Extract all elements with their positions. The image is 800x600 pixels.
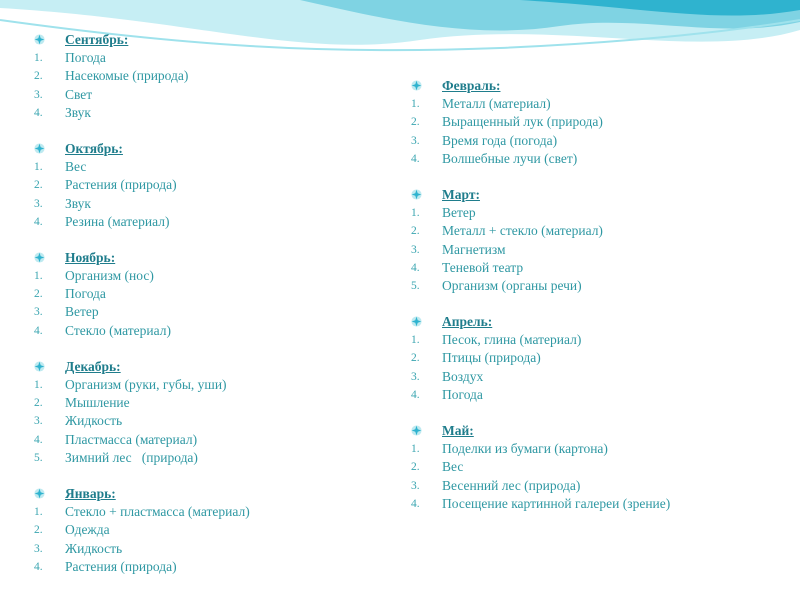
item-number: 1. [411, 334, 420, 347]
topic-list-item [34, 67, 394, 85]
topic-list-item [411, 458, 791, 476]
topic-list-item [411, 259, 791, 277]
item-number: 3. [411, 479, 420, 492]
topic-list-item [411, 477, 791, 495]
month-heading [34, 358, 394, 376]
topic-list-item [411, 241, 791, 259]
topic-text: Одежда [65, 522, 110, 538]
topic-text: Вес [442, 459, 464, 475]
item-number: 5. [34, 451, 43, 464]
item-number: 4. [411, 388, 420, 401]
topic-list-item [34, 285, 394, 303]
month-section [34, 249, 394, 340]
topic-list-item [411, 113, 791, 131]
topic-text: Металл + стекло (материал) [442, 223, 603, 239]
right-column [411, 77, 791, 531]
month-heading-text: Сентябрь: [65, 32, 129, 47]
item-number: 1. [34, 379, 43, 391]
topic-text: Поделки из бумаги (картона) [442, 441, 608, 457]
item-number: 1. [411, 443, 420, 456]
topic-text: Вес [65, 159, 87, 175]
month-heading-text: Апрель: [442, 314, 493, 330]
topic-list-item [34, 267, 394, 285]
topic-list-item [411, 132, 791, 150]
item-number: 4. [34, 215, 43, 228]
topic-text: Стекло (материал) [65, 322, 171, 338]
topic-text: Металл (материал) [442, 96, 551, 112]
month-section [34, 140, 394, 231]
topic-text: Свет [65, 86, 93, 102]
topic-text: Организм (органы речи) [442, 277, 582, 293]
topic-text: Магнетизм [442, 241, 506, 257]
item-number: 3. [411, 370, 420, 383]
teal-star-bullet-icon [411, 80, 422, 91]
topic-text: Ветер [442, 205, 476, 221]
teal-star-bullet-icon [411, 189, 422, 200]
topic-text: Волшебные лучи (свет) [442, 150, 578, 166]
month-heading-text: Март: [442, 186, 480, 202]
teal-star-bullet-icon [34, 34, 45, 45]
item-number: 1. [34, 506, 43, 519]
topic-list-item [411, 331, 791, 349]
item-number: 3. [34, 542, 43, 555]
topic-text: Ветер [65, 304, 99, 320]
topic-text: Выращенный лук (природа) [442, 114, 603, 130]
topic-text: Весенний лес (природа) [442, 477, 581, 493]
topic-text: Песок, глина (материал) [442, 332, 582, 348]
month-heading-text: Январь: [65, 485, 116, 501]
topic-list-item [34, 158, 394, 176]
topic-text: Мышление [65, 395, 130, 411]
item-number: 1. [34, 52, 43, 65]
left-column [34, 31, 394, 594]
topic-text: Резина (материал) [65, 213, 170, 229]
month-section [411, 313, 791, 404]
month-heading-text: Май: [442, 423, 474, 438]
topic-text: Стекло + пластмасса (материал) [65, 504, 250, 520]
topic-list-item [411, 95, 791, 113]
item-number: 5. [411, 279, 420, 292]
topic-list [411, 331, 791, 404]
topic-text: Время года (погода) [442, 132, 558, 148]
topic-list-item [411, 204, 791, 222]
item-number: 3. [34, 415, 43, 428]
topic-list-item [34, 558, 394, 576]
item-number: 3. [411, 243, 420, 256]
topic-list-item [34, 503, 394, 521]
month-heading [34, 140, 394, 158]
teal-star-bullet-icon [34, 361, 45, 372]
item-number: 3. [411, 134, 420, 147]
month-heading-text: Октябрь: [65, 140, 123, 156]
item-number: 4. [411, 152, 420, 165]
item-number: 2. [411, 225, 420, 238]
item-number: 2. [411, 461, 420, 474]
topic-list-item [34, 322, 394, 340]
topic-list-item [34, 195, 394, 213]
topic-list-item [34, 521, 394, 539]
item-number: 4. [411, 497, 420, 510]
topic-list [34, 49, 394, 122]
topic-list-item [34, 303, 394, 321]
topic-list-item [411, 495, 791, 513]
topic-text: Насекомые (природа) [65, 68, 189, 84]
teal-star-bullet-icon [411, 425, 422, 436]
topic-list-item [411, 277, 791, 295]
topic-text: Растения (природа) [65, 177, 177, 193]
month-section [411, 186, 791, 295]
item-number: 3. [34, 306, 43, 319]
month-heading-text: Ноябрь: [65, 249, 116, 265]
topic-list-item [34, 449, 394, 467]
topic-text: Пластмасса (материал) [65, 431, 198, 447]
topic-list [34, 376, 394, 467]
topic-text: Погода [442, 386, 483, 402]
month-section [411, 422, 791, 513]
topic-list-item [34, 213, 394, 231]
teal-star-bullet-icon [34, 143, 45, 154]
teal-star-bullet-icon [411, 316, 422, 327]
topic-list-item [411, 440, 791, 458]
topic-text: Посещение картинной галереи (зрение) [442, 495, 671, 511]
item-number: 1. [411, 98, 420, 111]
topic-text: Растения (природа) [65, 558, 177, 574]
topic-text: Теневой театр [442, 259, 524, 275]
topic-list-item [34, 86, 394, 104]
month-heading [411, 422, 791, 440]
item-number: 1. [34, 161, 43, 174]
item-number: 1. [34, 270, 43, 283]
topic-list-item [34, 176, 394, 194]
item-number: 2. [34, 524, 43, 537]
topic-list [411, 440, 791, 513]
topic-list-item [411, 386, 791, 404]
month-heading-text: Февраль: [442, 78, 501, 93]
month-heading [411, 313, 791, 331]
topic-text: Организм (нос) [65, 268, 154, 284]
item-number: 2. [411, 352, 420, 365]
topic-text: Жидкость [65, 413, 123, 429]
topic-list [34, 267, 394, 340]
month-section [411, 77, 791, 168]
topic-list-item [411, 368, 791, 386]
month-heading [411, 186, 791, 204]
item-number: 4. [411, 261, 420, 274]
topic-text: Погода [65, 50, 106, 66]
topic-text: Зимний лес (природа) [65, 449, 198, 465]
month-section [34, 485, 394, 576]
month-heading [34, 31, 394, 49]
topic-list-item [34, 394, 394, 412]
topic-list-item [411, 150, 791, 168]
topic-list-item [34, 376, 394, 394]
item-number: 2. [411, 116, 420, 129]
topic-list-item [34, 431, 394, 449]
topic-text: Жидкость [65, 540, 123, 556]
item-number: 2. [34, 179, 43, 192]
month-heading [34, 485, 394, 503]
topic-text: Птицы (природа) [442, 350, 541, 366]
month-heading-text: Декабрь: [65, 358, 121, 374]
month-section [34, 31, 394, 122]
item-number: 4. [34, 560, 43, 573]
item-number: 4. [34, 324, 43, 337]
item-number: 4. [34, 106, 43, 119]
topic-list-item [34, 412, 394, 430]
item-number: 3. [34, 197, 43, 210]
topic-list [34, 158, 394, 231]
topic-list-item [411, 349, 791, 367]
month-heading [34, 249, 394, 267]
topic-list-item [411, 222, 791, 240]
item-number: 2. [34, 70, 43, 83]
topic-text: Звук [65, 195, 91, 211]
teal-star-bullet-icon [34, 252, 45, 263]
topic-text: Погода [65, 286, 106, 302]
topic-text: Звук [65, 104, 91, 120]
topic-list-item [34, 49, 394, 67]
topic-text: Организм (руки, губы, уши) [65, 377, 227, 392]
month-section [34, 358, 394, 467]
item-number: 4. [34, 433, 43, 446]
item-number: 2. [34, 288, 43, 301]
topic-list [34, 503, 394, 576]
month-heading [411, 77, 791, 95]
topic-list [411, 95, 791, 168]
item-number: 3. [34, 88, 43, 101]
topic-list-item [34, 104, 394, 122]
teal-star-bullet-icon [34, 488, 45, 499]
topic-list-item [34, 540, 394, 558]
item-number: 2. [34, 397, 43, 410]
topic-list [411, 204, 791, 295]
item-number: 1. [411, 207, 420, 220]
topic-text: Воздух [442, 368, 484, 384]
